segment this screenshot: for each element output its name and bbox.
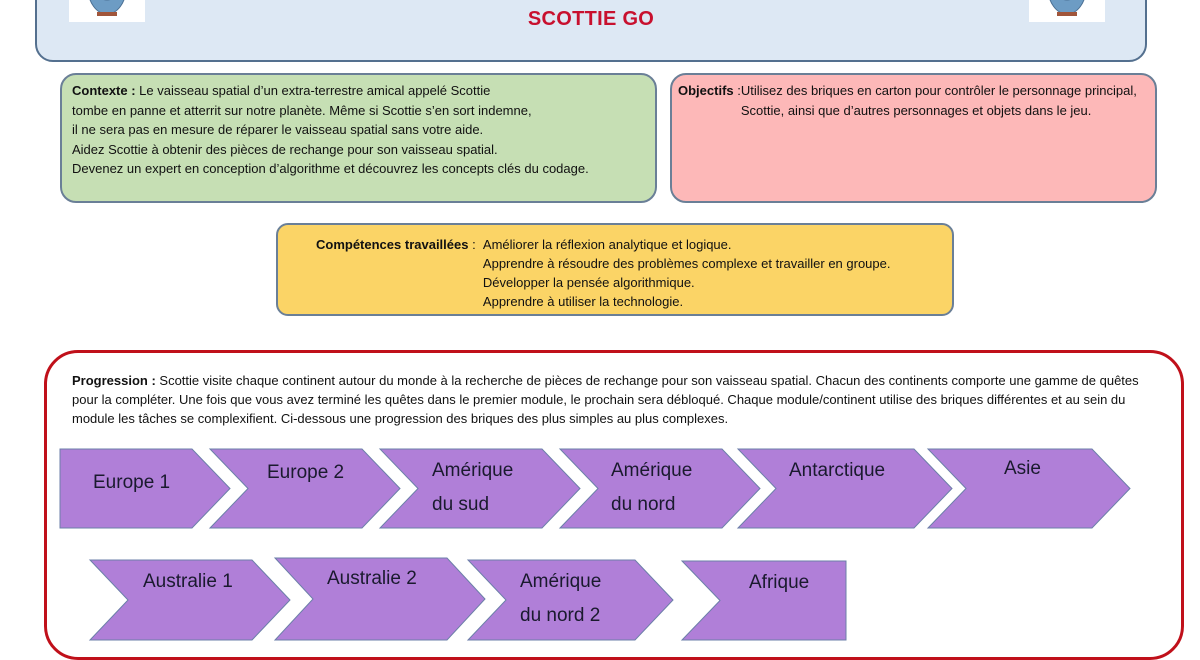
- step-amerique-du-nord: Amérique du nord: [560, 449, 760, 528]
- step-antarctique: Antarctique: [738, 449, 952, 528]
- competences-label: Compétences travaillées :: [316, 237, 483, 252]
- step-australie-2: Australie 2: [275, 558, 485, 640]
- competence-item: Apprendre à résoudre des problèmes complexe et travailler en groupe.: [482, 256, 891, 271]
- step-amerique-du-sud: Amérique du sud: [380, 449, 580, 528]
- progression-label: Progression :: [72, 373, 156, 388]
- competences-box: [276, 223, 954, 316]
- objectifs-text: Utilisez des briques en carton pour contrôler le personnage principal, Scottie, ainsi que d’autres personnages et objets dans le jeu.: [740, 83, 1137, 118]
- contexte-box: [60, 73, 657, 203]
- objectifs-label: Objectifs :: [678, 83, 741, 98]
- step-amerique-du-nord-2: Amérique du nord 2: [468, 560, 673, 640]
- objectifs-box: [670, 73, 1157, 203]
- contexte-line-2: tombe en panne et atterrit sur notre planète. Même si Scottie s’en sort indemne,: [72, 102, 532, 118]
- step-afrique: Afrique: [682, 561, 846, 640]
- contexte-line-3: il ne sera pas en mesure de réparer le vaisseau spatial sans votre aide.: [72, 122, 484, 137]
- contexte-line-1: Contexte : Le vaisseau spatial d’un extra-terrestre amical appelé Scottie: [72, 83, 491, 98]
- scottie-mascot-icon: [1029, 0, 1105, 22]
- competence-item: Apprendre à utiliser la technologie.: [482, 294, 684, 309]
- step-asie: Asie: [928, 449, 1130, 528]
- page-title: SCOTTIE GO: [527, 8, 655, 30]
- contexte-label: Contexte :: [72, 83, 136, 98]
- competence-item: Développer la pensée algorithmique.: [482, 275, 695, 290]
- competence-item: Améliorer la réflexion analytique et logique.: [482, 237, 732, 252]
- step-europe-2: Europe 2: [210, 449, 400, 528]
- contexte-line-4: Aidez Scottie à obtenir des pièces de rechange pour son vaisseau spatial.: [72, 141, 498, 157]
- progression-text: Progression : Scottie visite chaque continent autour du monde à la recherche de pièces de rechange pour son vaisseau spatial. Chacun des continents comporte une gamme de quêtes pour la compléter. Une fois que vous avez terminé les quêtes dans le premier module, le prochain sera débloqué. Chaque module/continent utilise des briques différentes et au sein du module les tâches se complexifient. Ci-dessous une progression des briques des plus simples au plus complexes.: [72, 373, 1139, 426]
- step-europe-1: Europe 1: [60, 449, 230, 528]
- contexte-line-5: Devenez un expert en conception d’algorithme et découvrez les concepts clés du codage.: [72, 161, 589, 176]
- header-banner: [35, 0, 1147, 62]
- competences-list: [483, 235, 891, 311]
- step-australie-1: Australie 1: [90, 560, 290, 640]
